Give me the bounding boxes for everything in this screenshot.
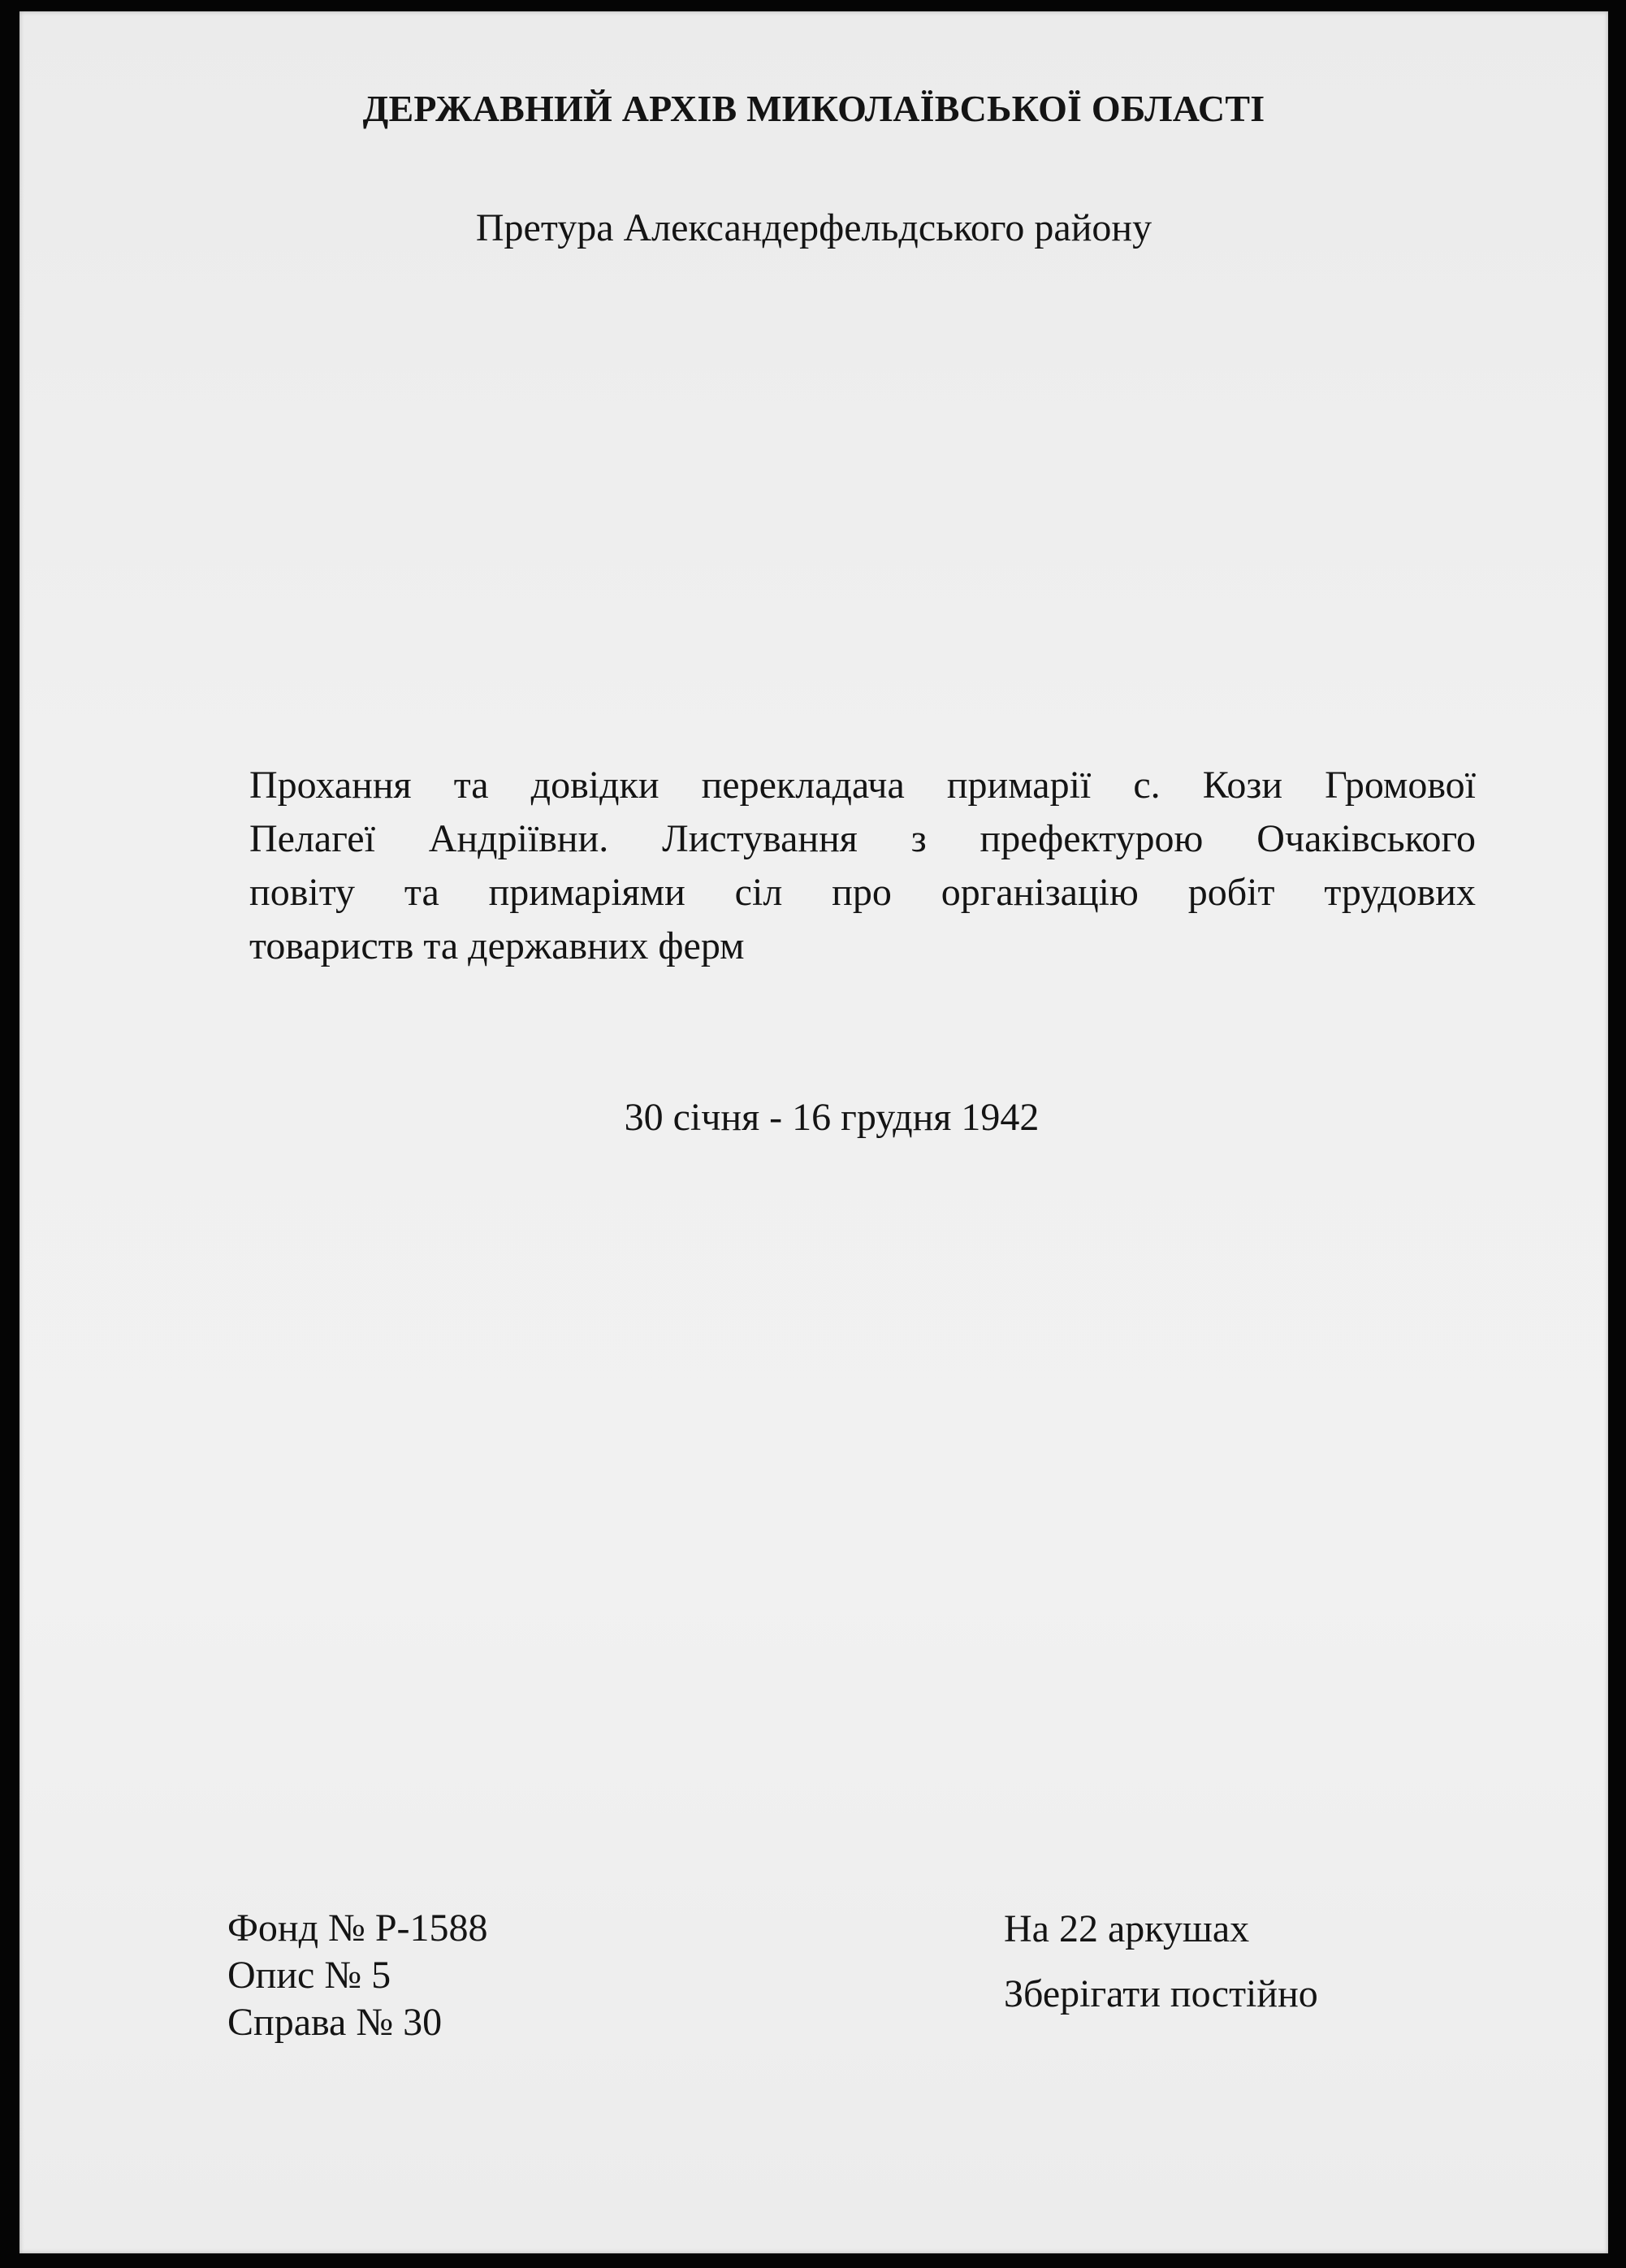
opys-number: Опис № 5	[227, 1954, 391, 1997]
case-title-line: товариств та державних ферм	[249, 924, 745, 967]
archive-cover-sheet	[19, 11, 1608, 2253]
storage-info	[1004, 1906, 1318, 2018]
case-title-line: Пелагеї Андріївни. Листування з префектурою Очаківського	[249, 817, 1476, 860]
case-title	[249, 759, 1476, 973]
sheet-count: На 22 аркушах	[1004, 1907, 1250, 1950]
archive-title: ДЕРЖАВНИЙ АРХІВ МИКОЛАЇВСЬКОЇ ОБЛАСТІ	[362, 88, 1265, 129]
fond-number: Фонд № Р-1588	[227, 1907, 488, 1950]
archival-reference	[227, 1905, 488, 2046]
sprava-number: Справа № 30	[227, 2001, 443, 2044]
date-range: 30 січня - 16 грудня 1942	[624, 1096, 1040, 1139]
case-title-line: повіту та примаріями сіл про організацію робіт трудових	[249, 871, 1476, 914]
fund-name: Претура Александерфельдського району	[475, 206, 1152, 249]
case-title-line: Прохання та довідки перекладача примарії с. Кози Громової	[249, 764, 1476, 807]
storage-term: Зберігати постійно	[1004, 1972, 1318, 2015]
